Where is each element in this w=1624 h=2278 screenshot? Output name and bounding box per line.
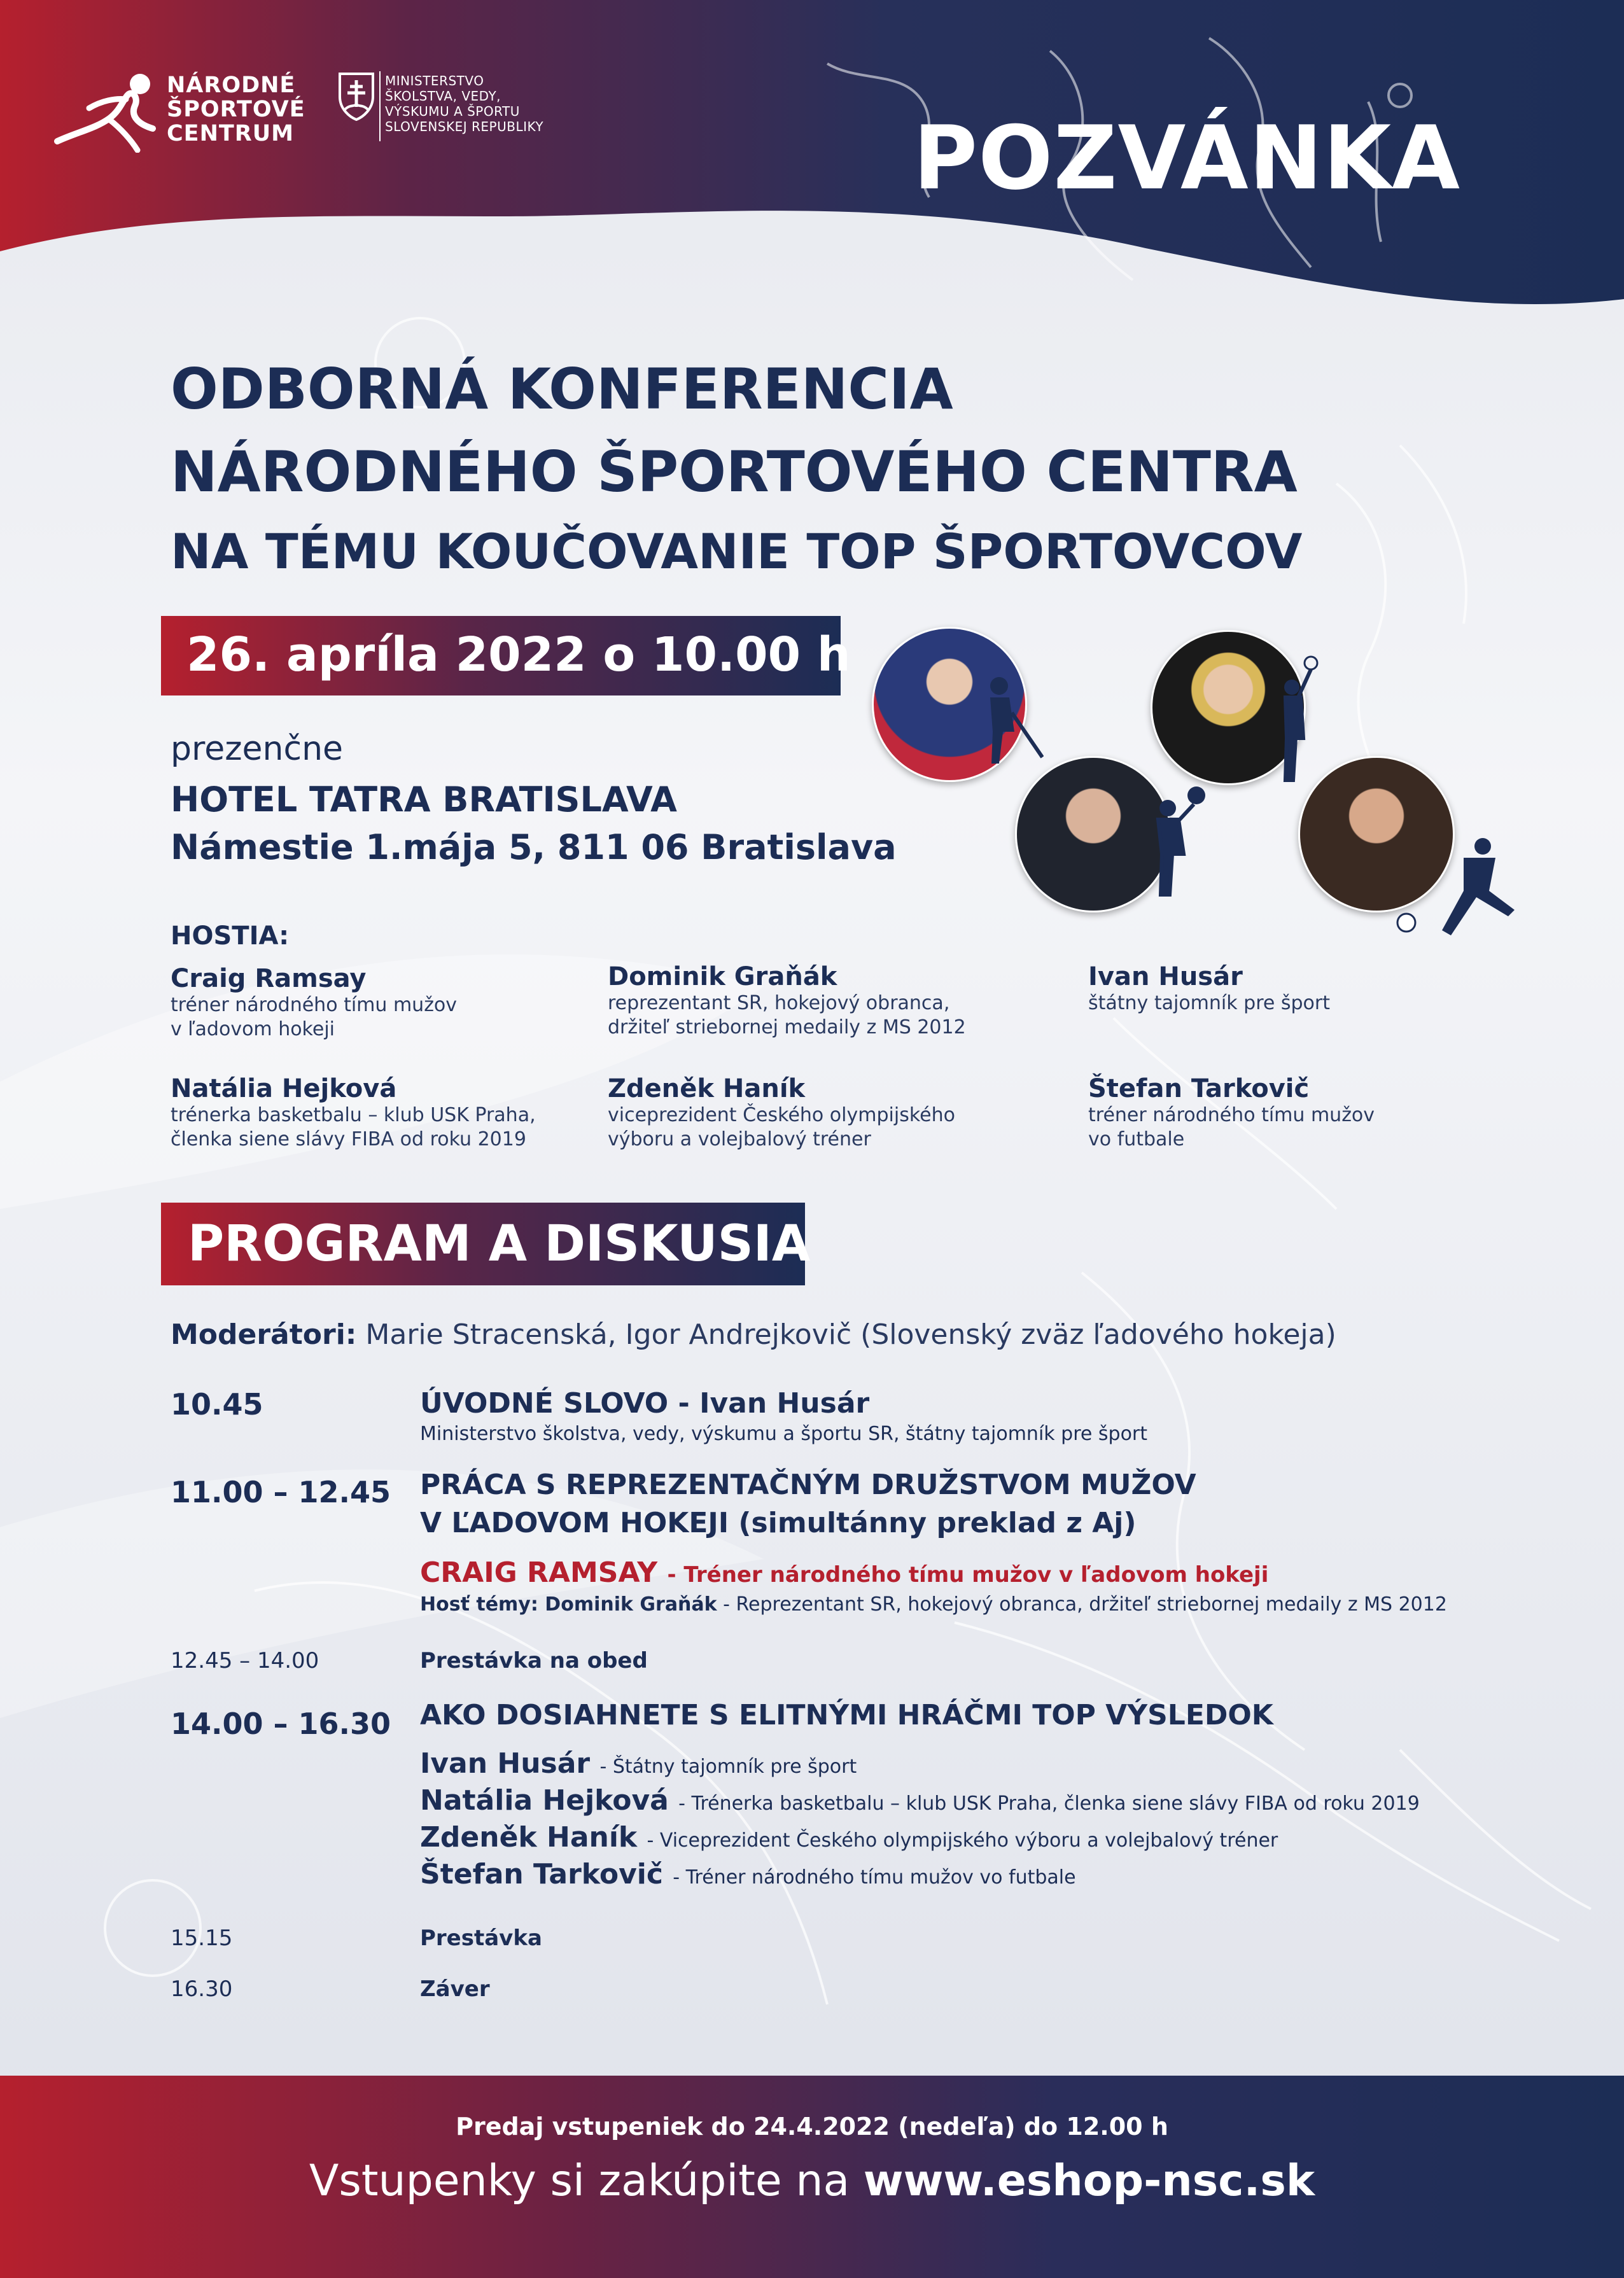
program-heading: PROGRAM A DISKUSIA	[188, 1215, 811, 1273]
session-title: AKO DOSIAHNETE S ELITNÝMI HRÁČMI TOP VÝSLEDOK	[420, 1699, 1273, 1731]
session-subtitle: Ministerstvo školstva, vedy, výskumu a športu SR, štátny tajomník pre šport	[420, 1423, 1148, 1445]
session-speaker	[420, 1556, 1268, 1589]
guest-name: Ivan Husár	[1088, 962, 1243, 991]
guest-desc: viceprezident Českého olympijského	[608, 1104, 955, 1126]
guest-name: Natália Hejková	[171, 1074, 397, 1103]
guest-item	[608, 1074, 955, 1152]
football-player-icon	[1387, 827, 1521, 942]
speaker-name: Natália Hejková	[420, 1784, 669, 1817]
session-time: 15.15	[171, 1925, 233, 1951]
nsc-runner-logo-icon	[51, 70, 159, 153]
speaker-role: - Viceprezident Českého olympijského výboru a volejbalový tréner	[647, 1829, 1278, 1852]
hockey-player-icon	[967, 674, 1044, 770]
title-line-1: ODBORNÁ KONFERENCIA	[171, 356, 953, 422]
ticket-info	[0, 2156, 1624, 2206]
event-date: 26. apríla 2022 o 10.00 h	[186, 627, 851, 682]
session-title: V ĽADOVOM HOKEJI (simultánny preklad z Aj)	[420, 1507, 1137, 1539]
guest-item	[1088, 962, 1330, 1016]
session-title: Prestávka na obed	[420, 1648, 648, 1674]
guest-item	[1088, 1074, 1375, 1152]
guest-desc: držiteľ striebornej medaily z MS 2012	[608, 1016, 966, 1038]
program-banner	[161, 1203, 811, 1285]
logo-divider	[379, 71, 381, 141]
session-speaker	[420, 1747, 857, 1780]
nsc-logo-line: NÁRODNÉ	[167, 73, 296, 98]
nsc-logo-line: CENTRUM	[167, 121, 294, 146]
title-line-2: NÁRODNÉHO ŠPORTOVÉHO CENTRA	[171, 439, 1298, 505]
guest-desc: trénerka basketbalu – klub USK Praha,	[171, 1104, 536, 1126]
session-time: 10.45	[171, 1387, 263, 1422]
ministry-logo-text	[385, 73, 543, 134]
moderators-names: Marie Stracenská, Igor Andrejkovič (Slovenský zväz ľadového hokeja)	[365, 1318, 1336, 1351]
guest-name: Dominik Graňák	[608, 962, 837, 991]
session-time: 11.00 – 12.45	[171, 1475, 391, 1509]
guest-desc: vo futbale	[1088, 1128, 1185, 1150]
ticket-text: Vstupenky si zakúpite na	[309, 2156, 850, 2206]
guests-heading: HOSTIA:	[171, 921, 290, 951]
venue-address: Námestie 1.mája 5, 811 06 Bratislava	[171, 827, 897, 867]
session-title: Záver	[420, 1976, 490, 2002]
invitation-heading: POZVÁNKA	[913, 107, 1460, 209]
nsc-logo-line: ŠPORTOVÉ	[167, 97, 305, 122]
guest-description: - Reprezentant SR, hokejový obranca, držiteľ striebornej medaily z MS 2012	[723, 1593, 1447, 1616]
guest-item	[171, 964, 457, 1042]
speaker-name: CRAIG RAMSAY	[420, 1556, 658, 1589]
speaker-role: - Tréner národného tímu mužov vo futbale	[673, 1866, 1076, 1889]
speaker-name: Ivan Husár	[420, 1747, 591, 1780]
guest-name: Štefan Tarkovič	[1088, 1074, 1310, 1103]
guest-item	[608, 962, 966, 1040]
guest-name: Craig Ramsay	[171, 964, 367, 993]
title-line-3: NA TÉMU KOUČOVANIE TOP ŠPORTOVCOV	[171, 523, 1303, 580]
moderators	[171, 1318, 1336, 1351]
guest-desc: štátny tajomník pre šport	[1088, 992, 1330, 1014]
guest-desc: výboru a volejbalový tréner	[608, 1128, 871, 1150]
guest-desc: tréner národného tímu mužov	[171, 994, 458, 1016]
ministry-line: ŠKOLSTVA, VEDY,	[385, 88, 501, 104]
guest-name: Zdeněk Haník	[608, 1074, 806, 1103]
ministry-crest-icon	[337, 71, 375, 121]
moderators-label: Moderátori:	[171, 1318, 357, 1351]
session-speaker	[420, 1821, 1278, 1854]
session-time: 16.30	[171, 1976, 233, 2002]
guest-desc: tréner národného tímu mužov	[1088, 1104, 1375, 1126]
guest-desc: reprezentant SR, hokejový obranca,	[608, 992, 950, 1014]
venue-name: HOTEL TATRA BRATISLAVA	[171, 779, 677, 820]
ministry-line: SLOVENSKEJ REPUBLIKY	[385, 119, 544, 134]
basketball-player-icon	[1133, 783, 1215, 897]
guest-desc: členka siene slávy FIBA od roku 2019	[171, 1128, 526, 1150]
session-guest	[420, 1593, 1447, 1616]
session-time: 12.45 – 14.00	[171, 1648, 319, 1674]
session-speaker	[420, 1784, 1420, 1817]
session-speaker	[420, 1858, 1076, 1890]
guest-item	[171, 1074, 536, 1152]
speaker-role: - Štátny tajomník pre šport	[599, 1756, 857, 1778]
speaker-role: - Trénerka basketbalu – klub USK Praha, členka siene slávy FIBA od roku 2019	[678, 1792, 1420, 1815]
eshop-link[interactable]: www.eshop-nsc.sk	[863, 2156, 1315, 2206]
attendance-mode: prezenčne	[171, 730, 344, 768]
date-banner	[161, 616, 851, 695]
guest-label: Hosť témy: Dominik Graňák	[420, 1593, 717, 1616]
speaker-role: - Tréner národného tímu mužov v ľadovom hokeji	[667, 1562, 1269, 1588]
nsc-logo-text	[167, 73, 305, 146]
speaker-name: Štefan Tarkovič	[420, 1858, 663, 1890]
session-title: ÚVODNÉ SLOVO - Ivan Husár	[420, 1387, 870, 1420]
ministry-line: MINISTERSTVO	[385, 73, 484, 88]
ticket-sale-deadline: Predaj vstupeniek do 24.4.2022 (nedeľa) do 12.00 h	[456, 2113, 1168, 2141]
volleyball-player-icon	[1266, 655, 1324, 783]
session-title: PRÁCA S REPREZENTAČNÝM DRUŽSTVOM MUŽOV	[420, 1469, 1196, 1501]
session-time: 14.00 – 16.30	[171, 1707, 391, 1741]
speaker-name: Zdeněk Haník	[420, 1821, 638, 1854]
ministry-line: VÝSKUMU A ŠPORTU	[385, 104, 520, 119]
session-title: Prestávka	[420, 1925, 542, 1951]
guest-desc: v ľadovom hokeji	[171, 1018, 335, 1040]
